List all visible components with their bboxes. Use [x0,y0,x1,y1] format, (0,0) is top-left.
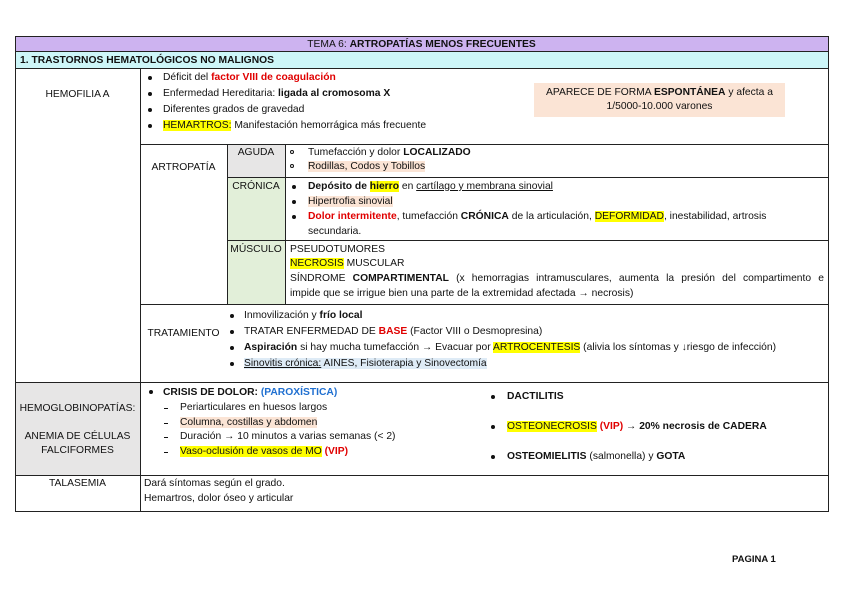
hemofilia-bullet-2: Enfermedad Hereditaria: ligada al cromosoma X [163,88,391,99]
cronica-item-3: Dolor intermitente, tumefacción CRÓNICA de la articulación, DEFORMIDAD, inestabilidad, artrosis [308,211,767,222]
crisis-item-3: Duración → 10 minutos a varias semanas (< 2) [180,431,396,442]
hemofilia-label: HEMOFILIA A [45,89,110,100]
talasemia-label: TALASEMIA [48,478,107,489]
tratamiento-item-1: Inmovilización y frío local [244,310,363,321]
dactilitis: DACTILITIS [507,391,564,402]
artropatia-label: ARTROPATÍA [151,162,216,173]
musculo-line-4: impide que se irrigue bien una parte de la extremidad afectada → necrosis) [290,288,634,299]
page-number: PAGINA 1 [732,554,776,565]
page-title: TEMA 6: ARTROPATÍAS MENOS FRECUENTES [307,39,536,50]
musculo-line-1: PSEUDOTUMORES [290,244,385,255]
crisis-item-2: Columna, costillas y abdomen [180,417,318,428]
crisis-dolor: CRISIS DE DOLOR: (PAROXÍSTICA) [163,387,338,398]
hemofilia-bullet-3: Diferentes grados de gravedad [163,104,305,115]
hemofilia-bullet-1: Déficit del factor VIII de coagulación [163,72,336,83]
musculo-label: MÚSCULO [230,244,282,255]
hemofilia-bullet-4: HEMARTROS: Manifestación hemorrágica más frecuente [163,120,427,131]
tratamiento-item-2: TRATAR ENFERMEDAD DE BASE (Factor VIII o Desmopresina) [244,326,543,337]
cronica-item-3-cont: secundaria. [308,226,362,237]
musculo-line-3: SÍNDROME COMPARTIMENTAL (x hemorragias intramusculares, aumenta la presión del compartimento e [290,273,824,284]
musculo-line-2: NECROSIS MUSCULAR [290,258,405,269]
section-header: 1. TRASTORNOS HEMATOLÓGICOS NO MALIGNOS [20,55,275,66]
tratamiento-item-3: Aspiración si hay mucha tumefacción → Evacuar por ARTROCENTESIS (alivia los síntomas y ↓riesgo de infección) [244,342,777,353]
crisis-item-1: Periarticulares en huesos largos [180,402,328,413]
talasemia-line-1: Dará síntomas según el grado. [144,478,285,489]
tratamiento-item-4: Sinovitis crónica: AINES, Fisioterapia y Sinovectomía [244,358,487,369]
osteomielitis: OSTEOMIELITIS (salmonella) y GOTA [507,451,686,462]
hemoglobinopatias-label: HEMOGLOBINOPATÍAS: [19,403,136,414]
tratamiento-label: TRATAMIENTO [147,328,220,339]
hemoglobinopatias-label-bg [15,383,140,475]
aguda-label: AGUDA [237,147,275,158]
anemia-label-1: ANEMIA DE CÉLULAS [24,431,131,442]
cronica-item-1: Depósito de hierro en cartílago y membrana sinovial [308,181,553,192]
anemia-label-2: FALCIFORMES [41,445,114,456]
crisis-item-4: Vaso-oclusión de vasos de MO (VIP) [180,446,349,457]
aguda-item-2: Rodillas, Codos y Tobillos [308,161,426,172]
spontaneous-note: APARECE DE FORMA ESPONTÁNEA y afecta a 1/5000-10.000 varones [534,83,785,117]
cronica-label: CRÓNICA [232,181,280,192]
talasemia-line-2: Hemartros, dolor óseo y articular [144,493,294,504]
aguda-item-1: Tumefacción y dolor LOCALIZADO [308,147,471,158]
osteonecrosis: OSTEONECROSIS (VIP) → 20% necrosis de CADERA [507,421,767,432]
cronica-item-2: Hipertrofia sinovial [308,196,393,207]
